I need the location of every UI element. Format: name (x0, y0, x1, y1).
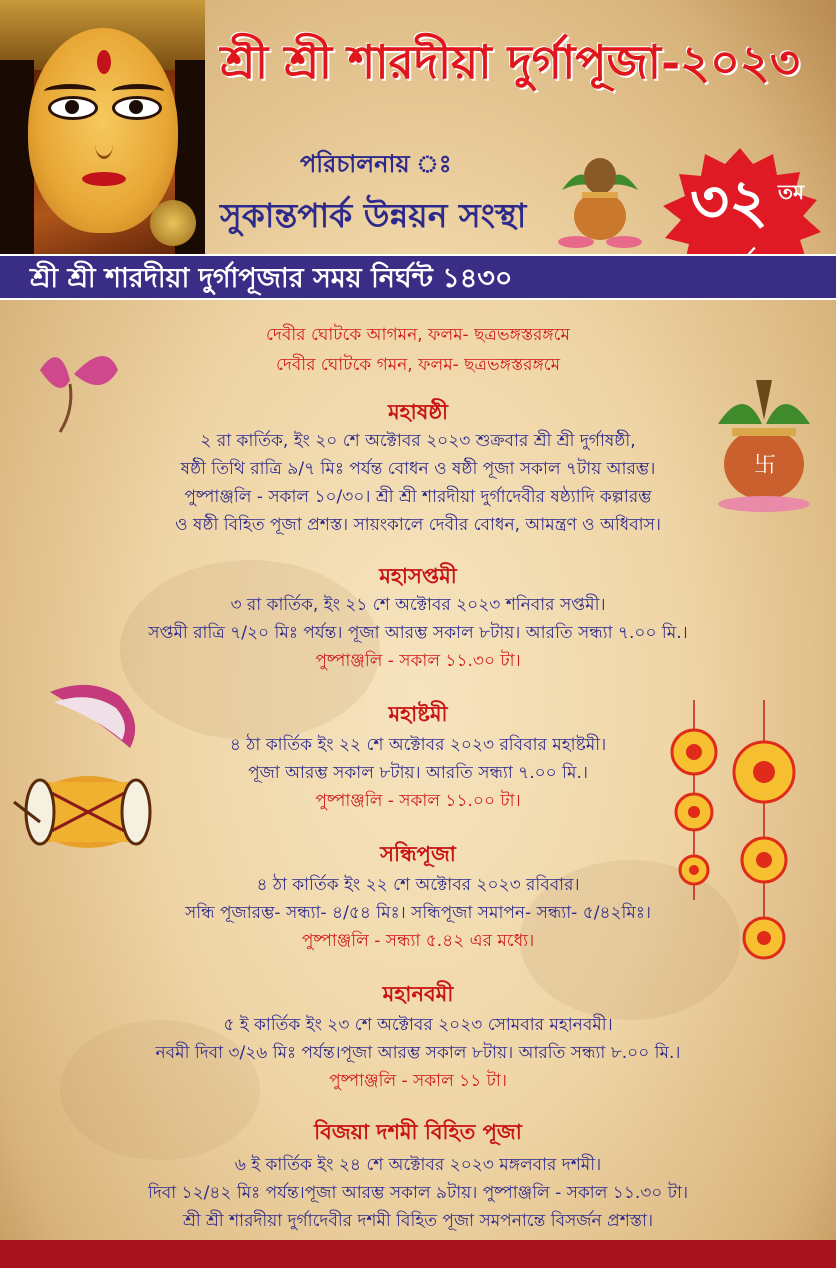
section-line: ৪ ঠা কার্তিক ইং ২২ শে অক্টোবর ২০২৩ রবিবার মহাষ্টমী। (229, 735, 607, 755)
section-line: সপ্তমী রাত্রি ৭/২০ মিঃ পর্যন্ত। পূজা আরম্ভ সকাল ৮টায়। আরতি সন্ধ্যা ৭.০০ মি.। (148, 623, 688, 643)
section-line: ২ রা কার্তিক, ইং ২০ শে অক্টোবর ২০২৩ শুক্রবার শ্রী শ্রী দুর্গাষষ্ঠী, (200, 431, 636, 451)
section-line: ও ষষ্ঠী বিহিত পূজা প্রশস্ত। সায়ংকালে দেবীর বোধন, আমন্ত্রণ ও অধিবাস। (175, 515, 661, 535)
section-line: পূজা আরম্ভ সকাল ৮টায়। আরতি সন্ধ্যা ৭.০০ মি.। (248, 763, 588, 783)
section-line: পুষ্পাঞ্জলি - সকাল ১১ টা। (329, 1071, 507, 1091)
section-line: শ্রী শ্রী শারদীয়া দুর্গাদেবীর দশমী বিহিত পূজা সমপনান্তে বিসর্জন প্রশস্তা। (182, 1211, 654, 1231)
section-title: সন্ধিপূজা (380, 841, 456, 866)
section-title: মহাষষ্ঠী (387, 399, 449, 424)
section-line: পুষ্পাঞ্জলি - সন্ধ্যা ৫.৪২ এর মধ্যে। (301, 931, 535, 951)
poster-title: শ্রী শ্রী শারদীয়া দুর্গাপূজা-২০২৩ (220, 35, 800, 89)
departure-line: দেবীর ঘোটকে গমন, ফলম- ছত্রভঙ্গস্তরঙ্গমে (275, 355, 561, 375)
section-title: বিজয়া দশমী বিহিত পূজা (314, 1119, 522, 1144)
schedule-banner (0, 254, 836, 300)
badge-number: ৩২ (690, 167, 769, 237)
section-line: পুষ্পাঞ্জলি - সকাল ১০/৩০। শ্রী শ্রী শারদীয়া দুর্গাদেবীর ষষ্ঠ্যাদি কল্পারম্ভ (184, 487, 652, 507)
svg-text:卐: 卐 (754, 453, 777, 478)
arrival-line: দেবীর ঘোটকে আগমন, ফলম- ছত্রভঙ্গস্তরঙ্গমে (266, 325, 570, 345)
section-title: মহানবমী (382, 981, 454, 1006)
section-line: দিবা ১২/৪২ মিঃ পর্যন্ত।পূজা আরম্ভ সকাল ৯টায়। পুষ্পাঞ্জলি - সকাল ১১.৩০ টা। (147, 1183, 689, 1203)
section-line: সন্ধি পূজারম্ভ- সন্ধ্যা- ৪/৫৪ মিঃ। সন্ধিপূজা সমাপন- সন্ধ্যা- ৫/৪২মিঃ। (185, 903, 651, 923)
organizer-label: পরিচালনায় ঃ (300, 150, 452, 178)
goddess-durga-image (0, 0, 205, 255)
badge-suffix: তম (778, 180, 805, 204)
section-title: মহাসপ্তমী (379, 563, 457, 588)
section-line: ৬ ই কার্তিক ইং ২৪ শে অক্টোবর ২০২৩ মঙ্গলবার দশমী। (234, 1155, 602, 1175)
section-title: মহাষ্টমী (388, 701, 448, 726)
section-line: পুষ্পাঞ্জলি - সকাল ১১.৩০ টা। (315, 651, 521, 671)
section-line: পুষ্পাঞ্জলি - সকাল ১১.০০ টা। (315, 791, 521, 811)
section-line: ৩ রা কার্তিক, ইং ২১ শে অক্টোবর ২০২৩ শনিবার সপ্তমী। (230, 595, 606, 615)
organizer-name: সুকান্তপার্ক উন্নয়ন সংস্থা (220, 196, 527, 235)
section-line: ষষ্ঠী তিথি রাত্রি ৯/৭ মিঃ পর্যন্ত বোধন ও ষষ্ঠী পূজা সকাল ৭টায় আরম্ভ। (180, 459, 656, 479)
banner-text: শ্রী শ্রী শারদীয়া দুর্গাপূজার সময় নির্ঘন্ট ১৪৩০ (30, 263, 513, 294)
section-line: ৫ ই কার্তিক ইং ২৩ শে অক্টোবর ২০২৩ সোমবার মহানবমী। (223, 1015, 613, 1035)
section-line: নবমী দিবা ৩/২৬ মিঃ পর্যন্ত।পূজা আরম্ভ সকাল ৮টায়। আরতি সন্ধ্যা ৮.০০ মি.। (155, 1043, 681, 1063)
bottom-border (0, 1240, 836, 1268)
kalash-icon (552, 150, 648, 250)
section-line: ৪ ঠা কার্তিক ইং ২২ শে অক্টোবর ২০২৩ রবিবার। (256, 875, 580, 895)
